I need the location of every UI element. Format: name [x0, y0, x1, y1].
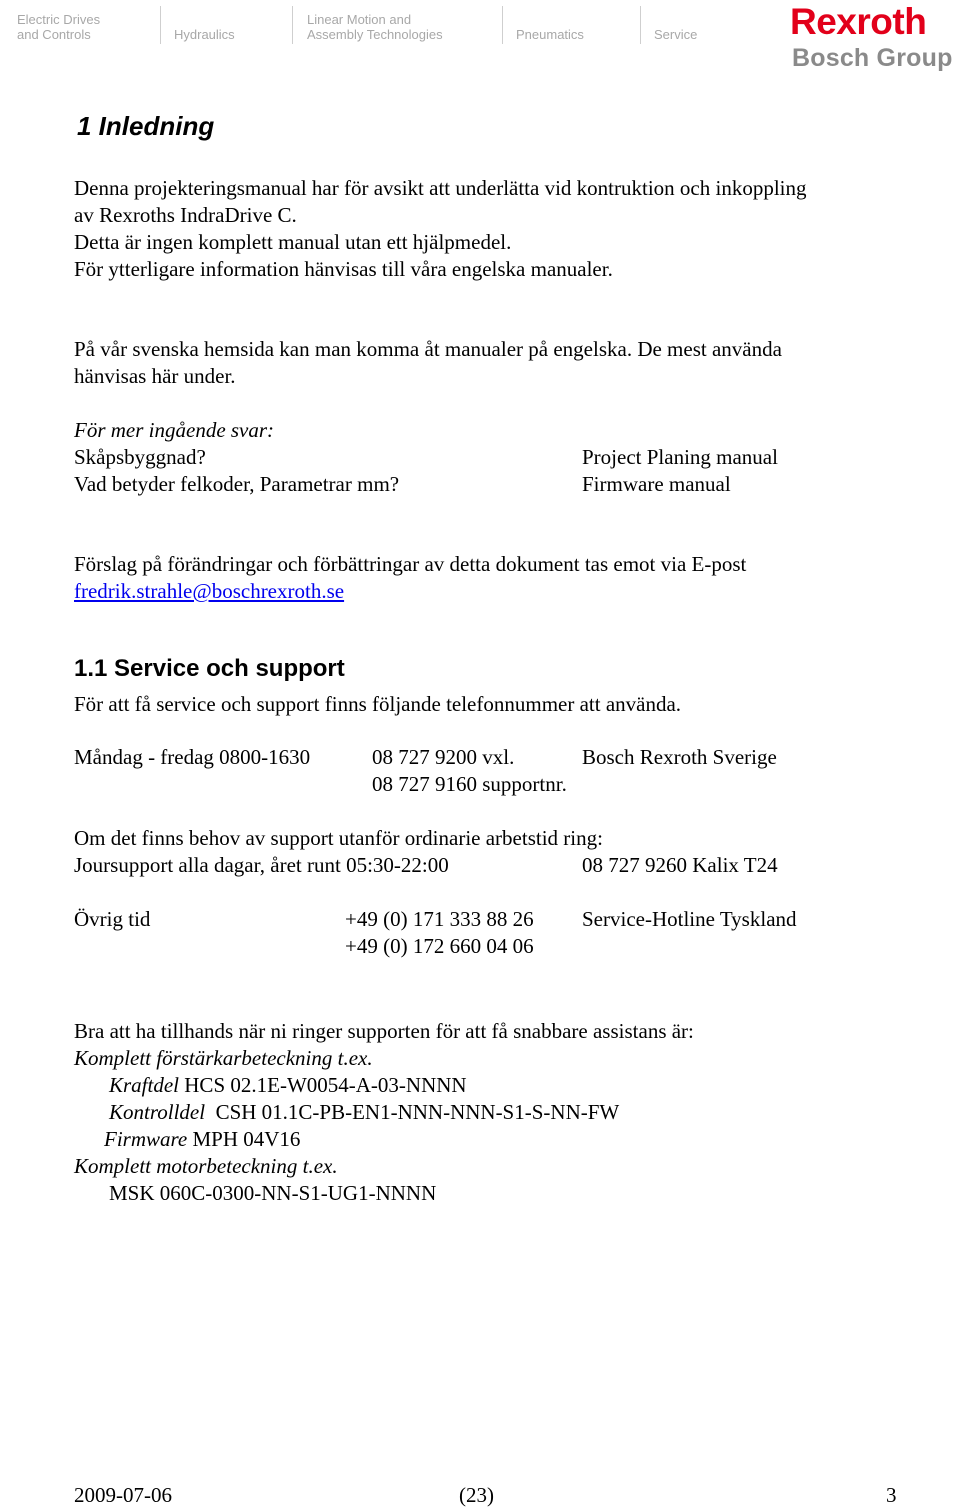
- header-divider: [640, 6, 641, 44]
- rexroth-logo: Rexroth: [790, 1, 927, 42]
- header-category-line: Assembly Technologies: [307, 27, 443, 42]
- ref-question: Vad betyder felkoder, Parametrar mm?: [74, 472, 400, 496]
- section-title: 1.1 Service och support: [74, 655, 345, 682]
- bring-intro: Bra att ha tillhands när ni ringer supporten för att få snabbare assistans är:: [74, 1019, 694, 1043]
- header-category-line: Hydraulics: [174, 27, 235, 42]
- company-name: Bosch Rexroth Sverige: [582, 745, 777, 769]
- intro-paragraph: [74, 175, 807, 283]
- weekday-hours: Måndag - fredag 0800-1630: [74, 745, 311, 769]
- jour-phone: 08 727 9260 Kalix T24: [582, 853, 778, 877]
- firmware-line: [104, 1126, 300, 1153]
- other-phone: +49 (0) 172 660 04 06: [345, 934, 534, 958]
- text-line: På vår svenska hemsida kan man komma åt manualer på engelska. De mest använda: [74, 337, 782, 361]
- kontrolldel-label: Kontrolldel: [109, 1100, 206, 1124]
- kraftdel-value: HCS 02.1E-W0054-A-03-NNNN: [179, 1073, 467, 1097]
- footer-date: 2009-07-06: [74, 1483, 172, 1507]
- other-time-label: Övrig tid: [74, 907, 151, 931]
- header-category-line: Service: [654, 27, 698, 42]
- firmware-value: MPH 04V16: [187, 1127, 301, 1151]
- text-line: av Rexroths IndraDrive C.: [74, 203, 297, 227]
- header-category-line: and Controls: [17, 27, 91, 42]
- other-phone: +49 (0) 171 333 88 26: [345, 907, 534, 931]
- text-line: hänvisas här under.: [74, 364, 236, 388]
- header-category-service: [654, 27, 697, 42]
- ref-manual: Project Planing manual: [582, 445, 778, 469]
- ref-question: Skåpsbyggnad?: [74, 445, 206, 469]
- text-line: Denna projekteringsmanual har för avsikt att underlätta vid kontruktion och inkoppling: [74, 176, 807, 200]
- section-title: 1 Inledning: [77, 111, 215, 141]
- header-category-linear-motion: [307, 12, 443, 42]
- footer-page-number: 3: [886, 1483, 897, 1507]
- hotline-label: Service-Hotline Tyskland: [582, 907, 797, 931]
- email-link[interactable]: fredrik.strahle@boschrexroth.se: [74, 579, 345, 603]
- ref-manual: Firmware manual: [582, 472, 731, 496]
- support-intro: För att få service och support finns följande telefonnummer att använda.: [74, 692, 682, 716]
- kraftdel-line: [109, 1072, 467, 1099]
- joursupport-hours: Joursupport alla dagar, året runt 05:30-22:00: [74, 853, 449, 877]
- kontrolldel-line: [109, 1099, 619, 1126]
- header-category-pneumatics: [516, 27, 584, 42]
- header-category-hydraulics: [174, 27, 235, 42]
- kraftdel-label: Kraftdel: [109, 1073, 180, 1097]
- phone-support: 08 727 9160 supportnr.: [372, 772, 567, 796]
- offhours-intro: Om det finns behov av support utanför ordinarie arbetstid ring:: [74, 826, 603, 850]
- more-info-label: För mer ingående svar:: [74, 418, 275, 442]
- text-line: För ytterligare information hänvisas till våra engelska manualer.: [74, 257, 613, 281]
- bosch-group-logo: Bosch Group: [792, 44, 953, 72]
- header-divider: [502, 6, 503, 44]
- header-category-line: Pneumatics: [516, 27, 584, 42]
- website-paragraph: [74, 336, 782, 390]
- phone-main: 08 727 9200 vxl.: [372, 745, 515, 769]
- header-category-electric-drives: [17, 12, 100, 42]
- feedback-text: Förslag på förändringar och förbättringar av detta dokument tas emot via E-post: [74, 552, 747, 576]
- text-line: Detta är ingen komplett manual utan ett hjälpmedel.: [74, 230, 512, 254]
- header-category-line: Electric Drives: [17, 12, 101, 27]
- motor-label: Komplett motorbeteckning t.ex.: [74, 1154, 338, 1178]
- footer-total-pages: (23): [459, 1483, 494, 1507]
- firmware-label: Firmware: [104, 1127, 188, 1151]
- header-divider: [292, 6, 293, 44]
- kontrolldel-value: CSH 01.1C-PB-EN1-NNN-NNN-S1-S-NN-FW: [205, 1100, 620, 1124]
- header-category-line: Linear Motion and: [307, 12, 412, 27]
- header-divider: [160, 6, 161, 44]
- amplifier-label: Komplett förstärkarbeteckning t.ex.: [74, 1046, 373, 1070]
- motor-value: MSK 060C-0300-NN-S1-UG1-NNNN: [109, 1181, 437, 1205]
- page-header: [0, 0, 960, 78]
